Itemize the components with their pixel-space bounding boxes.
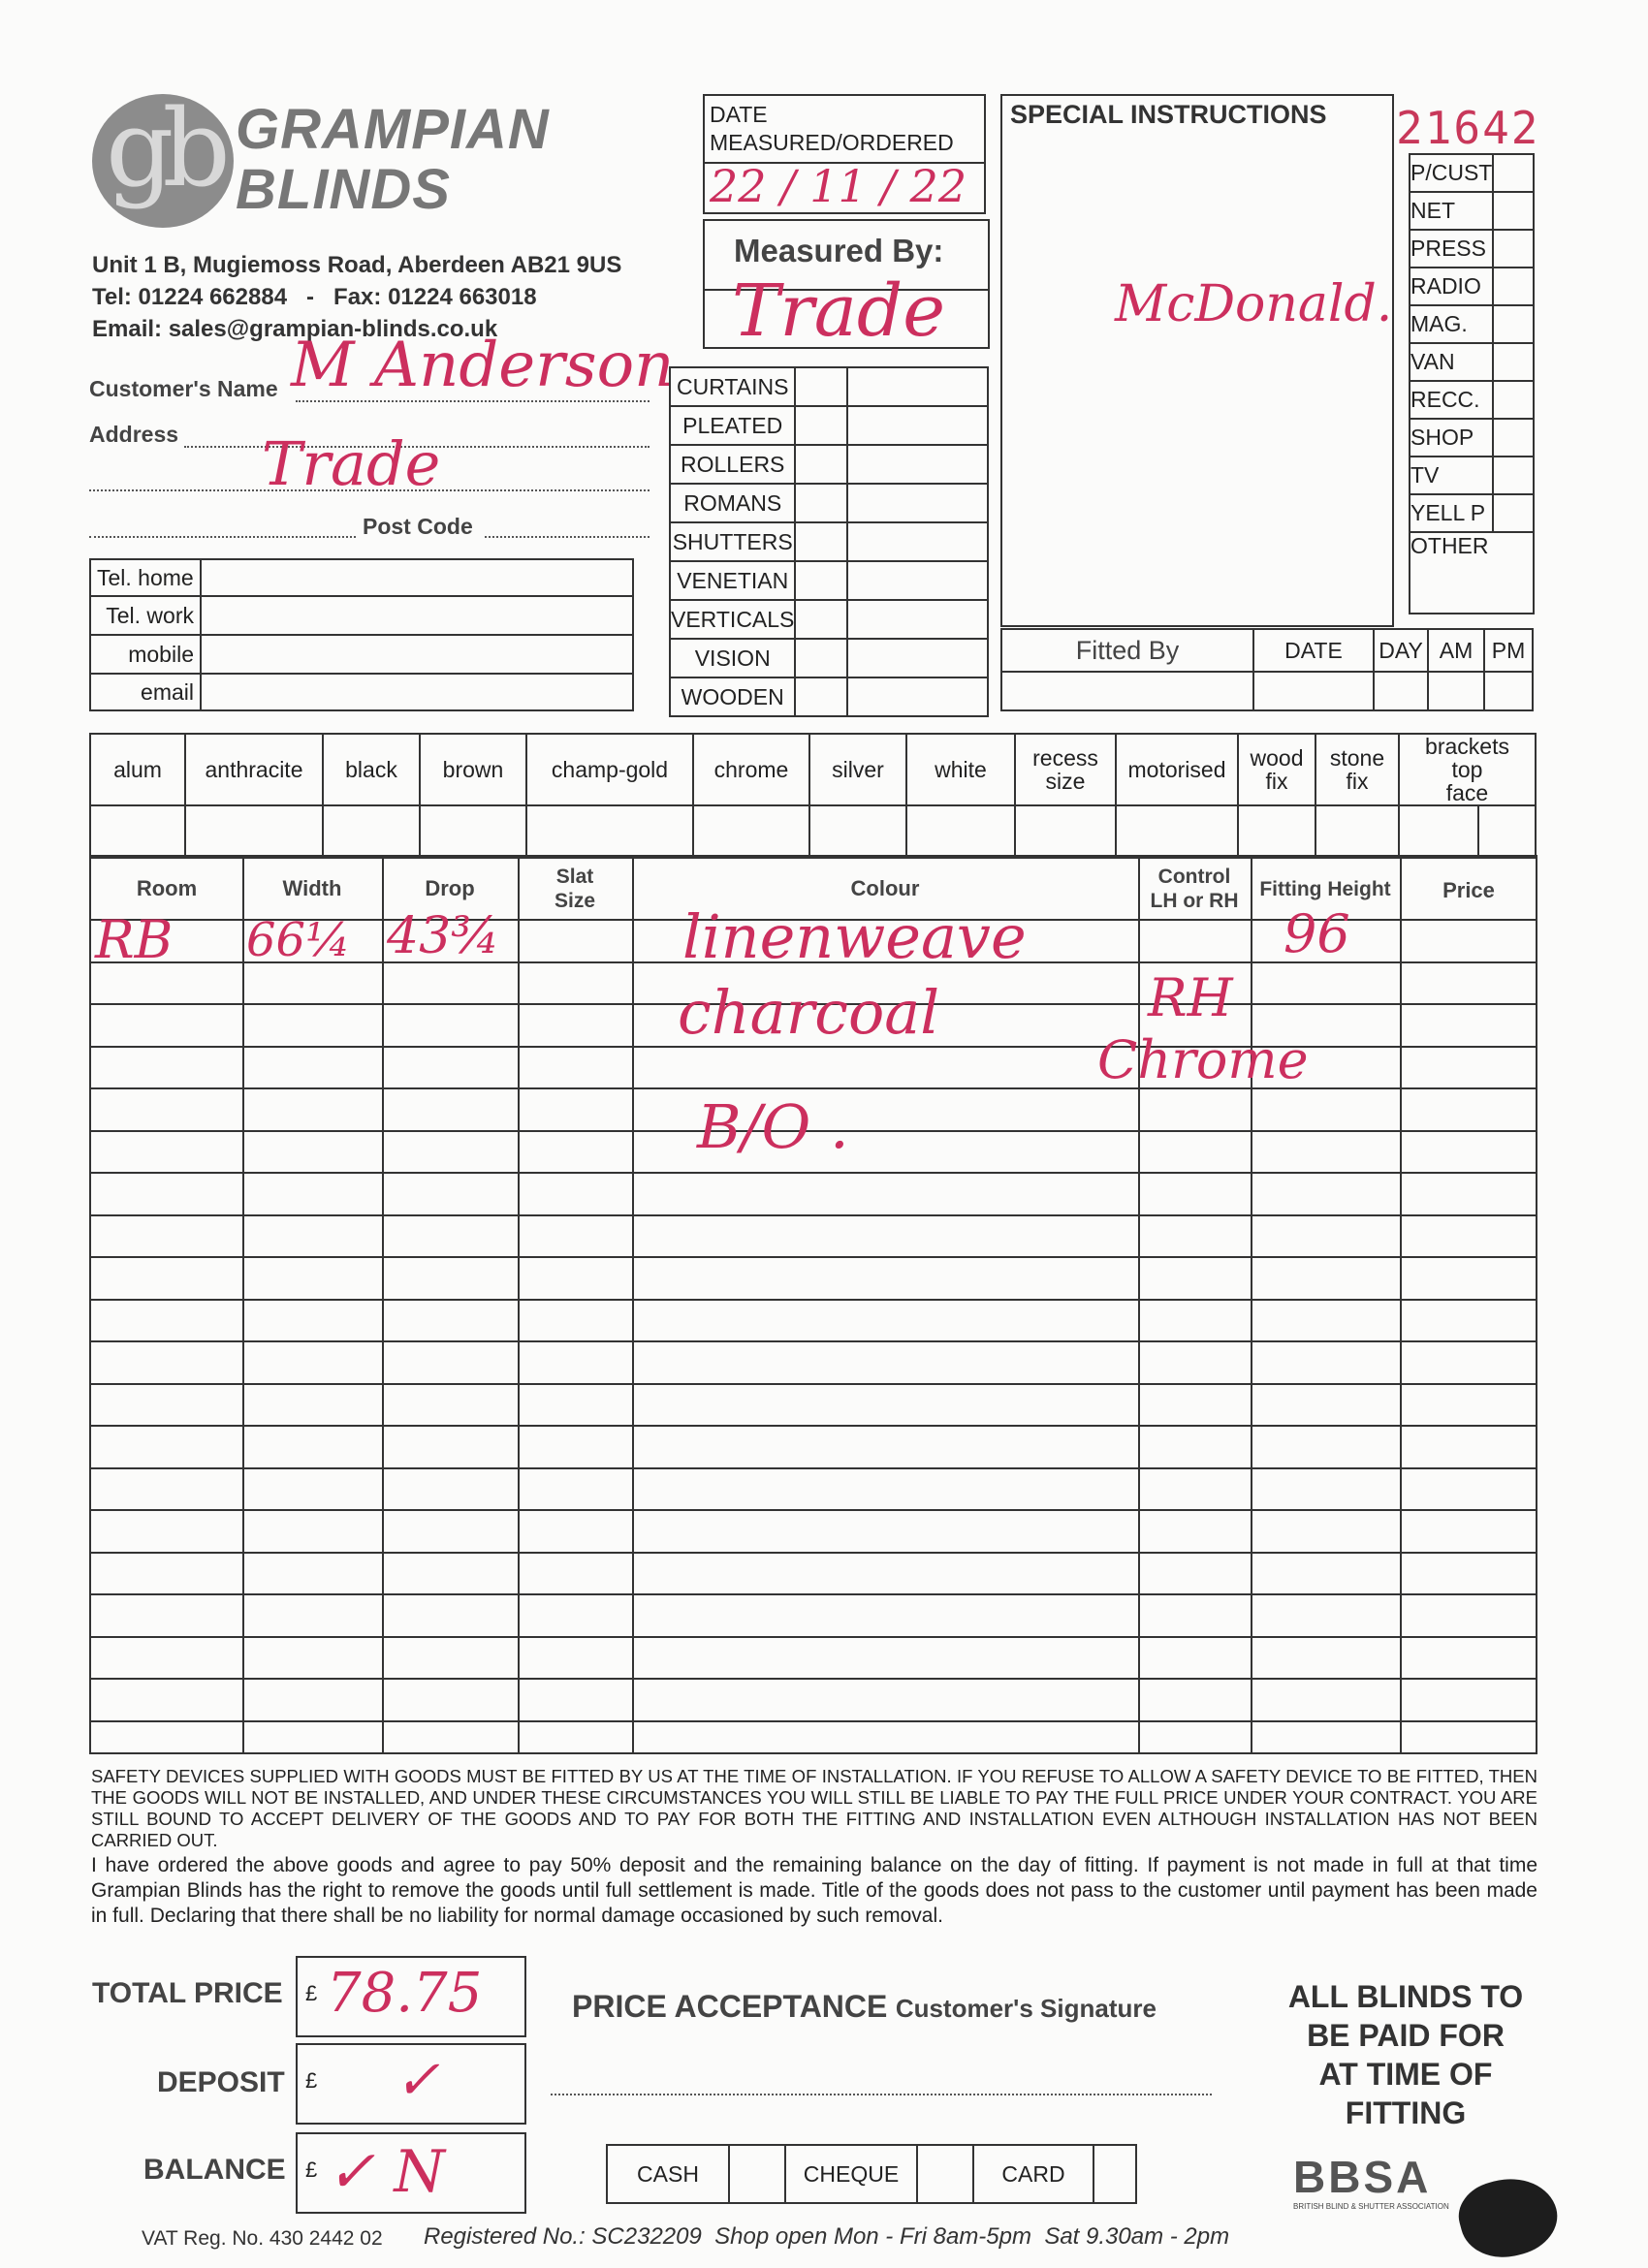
finish-silver-label: silver bbox=[809, 734, 906, 805]
email-field[interactable] bbox=[201, 674, 633, 710]
company-name-line1: GRAMPIAN bbox=[236, 98, 550, 161]
company-name-line2: BLINDS bbox=[236, 158, 451, 221]
date-value: 22 / 11 / 22 bbox=[710, 160, 967, 212]
tel-home-field[interactable] bbox=[201, 559, 633, 596]
balance-box[interactable] bbox=[296, 2132, 526, 2214]
finish-stone-fix-label bbox=[1315, 734, 1399, 805]
order-row-line bbox=[91, 1509, 1536, 1511]
source-label: MAG. bbox=[1410, 305, 1493, 343]
source-label: YELL P bbox=[1410, 494, 1493, 532]
source-check[interactable] bbox=[1493, 494, 1534, 532]
special-instructions-value: McDonald. bbox=[1115, 275, 1393, 333]
date-label-line2: MEASURED/ORDERED bbox=[710, 130, 954, 155]
deposit-label: DEPOSIT bbox=[157, 2066, 285, 2098]
blind-type-check[interactable] bbox=[795, 600, 847, 639]
deposit-currency: £ bbox=[305, 2068, 318, 2093]
source-label: SHOP bbox=[1410, 419, 1493, 457]
blind-type-label: VENETIAN bbox=[670, 561, 795, 600]
header-slat-size bbox=[518, 865, 632, 913]
company-phones: Tel: 01224 662884 - Fax: 01224 663018 bbox=[92, 284, 537, 310]
total-currency: £ bbox=[305, 1981, 318, 2005]
blind-type-label: VISION bbox=[670, 639, 795, 677]
order-row-line bbox=[91, 1593, 1536, 1595]
finish-check[interactable] bbox=[420, 805, 526, 858]
finish-check[interactable] bbox=[90, 805, 185, 858]
payment-cheque-check[interactable] bbox=[917, 2145, 973, 2203]
special-instructions-label: SPECIAL INSTRUCTIONS bbox=[1010, 100, 1327, 129]
finish-brown-label: brown bbox=[420, 734, 526, 805]
source-label: RADIO bbox=[1410, 268, 1493, 305]
source-label: PRESS bbox=[1410, 230, 1493, 268]
fitted-am-label: AM bbox=[1428, 629, 1484, 672]
blind-type-qty[interactable] bbox=[847, 367, 988, 406]
order-row-line bbox=[91, 1720, 1536, 1722]
payment-cash-label: CASH bbox=[607, 2145, 729, 2203]
agreement-terms: I have ordered the above goods and agree to pay 50% deposit and the remaining balance on the day of fitting. If payment is not made in full at that time Grampian Blinds has the right to remove the goods until full settlement is made. Title of the goods does not pass to the customer until payment has been made in full. Declaring that there shall be no liability for normal damage occasioned by such removal. bbox=[91, 1854, 1537, 1927]
measured-by-value: Trade bbox=[732, 269, 946, 353]
source-check[interactable] bbox=[1493, 343, 1534, 381]
fitted-date-field[interactable] bbox=[1253, 672, 1374, 710]
header-control-line2: LH or RH bbox=[1150, 890, 1239, 912]
blind-type-qty[interactable] bbox=[847, 522, 988, 561]
tel-work-field[interactable] bbox=[201, 596, 633, 635]
col-divider bbox=[1400, 859, 1402, 1752]
price-acceptance-label: PRICE ACCEPTANCE bbox=[572, 1989, 888, 2024]
payment-card-label: CARD bbox=[973, 2145, 1093, 2203]
price-acceptance-sub: Customer's Signature bbox=[895, 1994, 1157, 2023]
entry-width: 66¼ bbox=[246, 913, 351, 967]
fitted-by-label: Fitted By bbox=[1001, 629, 1253, 672]
deposit-value: ✓ bbox=[395, 2049, 440, 2112]
notice-line4: FITTING bbox=[1345, 2095, 1467, 2130]
blind-type-label: WOODEN bbox=[670, 677, 795, 716]
source-label-other: OTHER bbox=[1410, 532, 1534, 614]
company-logo bbox=[92, 86, 234, 228]
blind-type-qty[interactable] bbox=[847, 445, 988, 484]
col-divider bbox=[518, 859, 520, 1752]
company-email: Email: sales@grampian-blinds.co.uk bbox=[92, 316, 498, 342]
finish-recess-label bbox=[1015, 734, 1116, 805]
entry-fitting-height: 96 bbox=[1284, 903, 1350, 964]
entry-room: RB bbox=[95, 909, 174, 970]
blind-type-label: SHUTTERS bbox=[670, 522, 795, 561]
postcode-label: Post Code bbox=[363, 514, 473, 539]
finish-wood-line1: wood bbox=[1250, 745, 1304, 771]
blind-type-label: PLEATED bbox=[670, 406, 795, 445]
finish-stone-line1: stone bbox=[1329, 745, 1385, 771]
finish-brackets-title: brackets bbox=[1425, 734, 1509, 759]
source-label: VAN bbox=[1410, 343, 1493, 381]
blind-type-check[interactable] bbox=[795, 561, 847, 600]
blind-type-check[interactable] bbox=[795, 639, 847, 677]
col-divider bbox=[1251, 859, 1252, 1752]
entry-drop: 43¾ bbox=[387, 907, 500, 965]
blind-type-check[interactable] bbox=[795, 445, 847, 484]
order-row-line bbox=[91, 1172, 1536, 1174]
finish-wood-line2: fix bbox=[1265, 769, 1288, 794]
source-check[interactable] bbox=[1493, 381, 1534, 419]
finish-check[interactable] bbox=[1238, 805, 1315, 858]
notice-line3: AT TIME OF bbox=[1318, 2057, 1493, 2092]
finish-white-label: white bbox=[906, 734, 1015, 805]
mobile-label: mobile bbox=[90, 635, 201, 674]
finish-check[interactable] bbox=[1015, 805, 1116, 858]
order-row-line bbox=[91, 1256, 1536, 1258]
order-row-line bbox=[91, 1087, 1536, 1089]
payment-notice bbox=[1260, 1977, 1551, 2132]
source-check[interactable] bbox=[1493, 457, 1534, 494]
header-drop: Drop bbox=[425, 876, 475, 900]
finish-motorised-label: motorised bbox=[1116, 734, 1238, 805]
source-label: RECC. bbox=[1410, 381, 1493, 419]
source-label: P/CUST bbox=[1410, 154, 1493, 192]
safety-terms: SAFETY DEVICES SUPPLIED WITH GOODS MUST BE FITTED BY US AT THE TIME OF INSTALLATION. IF YOU REFUSE TO ALLOW A SAFETY DEVICE TO BE FITTED, THEN THE GOODS WILL NOT BE INSTALLED, AND UNDER THESE CIRCUMSTANCES YOU WILL STILL BE LIABLE TO PAY THE FULL PRICE UNDER YOUR CONTRACT. YOU ARE STILL BOUND TO ACCEPT DELIVERY OF THE GOODS AND TO PAY FOR BOTH THE FITTING AND INSTALLATION EVEN ALTHOUGH INSTALLATION HAS NOT BEEN CARRIED OUT. bbox=[91, 1766, 1537, 1850]
entry-colour-line3: B/O . bbox=[697, 1091, 849, 1162]
blind-type-label: VERTICALS bbox=[670, 600, 795, 639]
blind-type-qty[interactable] bbox=[847, 484, 988, 522]
postcode-line-right bbox=[485, 536, 650, 538]
source-label: TV bbox=[1410, 457, 1493, 494]
finish-anthracite-label: anthracite bbox=[185, 734, 323, 805]
payment-card-check[interactable] bbox=[1093, 2145, 1136, 2203]
fitted-date-label: DATE bbox=[1253, 629, 1374, 672]
col-divider bbox=[382, 859, 384, 1752]
tel-work-label: Tel. work bbox=[90, 596, 201, 635]
logo-letters: gb bbox=[106, 86, 219, 210]
finish-check[interactable] bbox=[185, 805, 323, 858]
blind-types-table bbox=[669, 366, 989, 717]
balance-label: BALANCE bbox=[143, 2154, 286, 2186]
deposit-box[interactable] bbox=[296, 2043, 526, 2125]
order-row-line bbox=[91, 1299, 1536, 1301]
finish-brackets-top: top bbox=[1451, 757, 1483, 782]
entry-control-line1: RH bbox=[1148, 967, 1233, 1028]
source-check[interactable] bbox=[1493, 268, 1534, 305]
customer-name-label: Customer's Name bbox=[89, 376, 278, 401]
source-label: NET bbox=[1410, 192, 1493, 230]
fitted-by-field[interactable] bbox=[1001, 672, 1253, 710]
finish-black-label: black bbox=[323, 734, 420, 805]
header-fitting-height: Fitting Height bbox=[1259, 878, 1391, 900]
fitted-by-table bbox=[1000, 628, 1534, 711]
source-check[interactable] bbox=[1493, 230, 1534, 268]
entry-colour-line2: charcoal bbox=[678, 977, 940, 1048]
blind-type-label: CURTAINS bbox=[670, 367, 795, 406]
col-divider bbox=[242, 859, 244, 1752]
notice-line2: BE PAID FOR bbox=[1307, 2018, 1505, 2053]
order-row-line bbox=[91, 1425, 1536, 1427]
bbsa-tagline: BRITISH BLIND & SHUTTER ASSOCIATION bbox=[1293, 2202, 1449, 2211]
address-label: Address bbox=[89, 422, 179, 447]
finish-check[interactable] bbox=[323, 805, 420, 858]
customer-name-value: M Anderson bbox=[291, 330, 675, 401]
finish-alum-label: alum bbox=[90, 734, 185, 805]
order-row-line bbox=[91, 1214, 1536, 1216]
payment-cheque-label: CHEQUE bbox=[785, 2145, 917, 2203]
mobile-field[interactable] bbox=[201, 635, 633, 674]
source-check[interactable] bbox=[1493, 305, 1534, 343]
finish-recess-line2: size bbox=[1045, 769, 1086, 794]
order-row-line bbox=[91, 1552, 1536, 1554]
header-colour: Colour bbox=[850, 876, 920, 900]
postcode-line-left bbox=[89, 536, 356, 538]
finish-stone-line2: fix bbox=[1346, 769, 1369, 794]
blind-type-qty[interactable] bbox=[847, 406, 988, 445]
blind-type-check[interactable] bbox=[795, 367, 847, 406]
fitted-day-label: DAY bbox=[1374, 629, 1428, 672]
finish-brackets-label bbox=[1399, 734, 1536, 805]
payment-methods-table bbox=[606, 2144, 1137, 2204]
email-label: email bbox=[90, 674, 201, 710]
order-table bbox=[89, 859, 1537, 1754]
blind-type-qty[interactable] bbox=[847, 639, 988, 677]
date-box bbox=[703, 94, 986, 214]
header-room: Room bbox=[136, 876, 198, 900]
fitted-pm-field[interactable] bbox=[1484, 672, 1533, 710]
contact-table bbox=[89, 558, 634, 711]
blind-type-check[interactable] bbox=[795, 522, 847, 561]
order-number: 21642 bbox=[1396, 102, 1540, 154]
measured-by-label: Measured By: bbox=[734, 233, 944, 268]
finish-check[interactable] bbox=[1315, 805, 1399, 858]
header-width: Width bbox=[282, 876, 342, 900]
finish-check[interactable] bbox=[693, 805, 809, 858]
finish-check[interactable] bbox=[1399, 805, 1478, 858]
source-check[interactable] bbox=[1493, 419, 1534, 457]
registered-info: Registered No.: SC232209 Shop open Mon - Fri 8am-5pm Sat 9.30am - 2pm bbox=[424, 2223, 1230, 2250]
blind-type-qty[interactable] bbox=[847, 600, 988, 639]
fitted-am-field[interactable] bbox=[1428, 672, 1484, 710]
blind-type-label: ROMANS bbox=[670, 484, 795, 522]
order-row-line bbox=[91, 1678, 1536, 1680]
total-price-label: TOTAL PRICE bbox=[92, 1977, 283, 2009]
balance-value: ✓ N bbox=[327, 2138, 445, 2206]
finish-check[interactable] bbox=[906, 805, 1015, 858]
finish-wood-fix-label bbox=[1238, 734, 1315, 805]
order-row-line bbox=[91, 1340, 1536, 1342]
company-address: Unit 1 B, Mugiemoss Road, Aberdeen AB21 9US bbox=[92, 252, 622, 278]
total-price-value: 78.75 bbox=[327, 1962, 483, 2025]
source-check[interactable] bbox=[1493, 192, 1534, 230]
header-slat-line2: Size bbox=[554, 890, 596, 912]
order-row-line bbox=[91, 1636, 1536, 1638]
fitted-pm-label: PM bbox=[1484, 629, 1533, 672]
entry-control-line2: Chrome bbox=[1097, 1029, 1309, 1090]
blind-type-qty[interactable] bbox=[847, 561, 988, 600]
vat-number: VAT Reg. No. 430 2442 02 bbox=[142, 2227, 383, 2250]
tel-home-label: Tel. home bbox=[90, 559, 201, 596]
finish-check[interactable] bbox=[809, 805, 906, 858]
order-row-line bbox=[91, 1383, 1536, 1385]
signature-line[interactable] bbox=[551, 2094, 1212, 2095]
finish-check[interactable] bbox=[1478, 805, 1536, 858]
blind-type-check[interactable] bbox=[795, 484, 847, 522]
header-control-line1: Control bbox=[1157, 866, 1231, 888]
finish-chrome-label: chrome bbox=[693, 734, 809, 805]
address-value: Trade bbox=[262, 428, 441, 499]
order-row-line bbox=[91, 1467, 1536, 1469]
finish-check[interactable] bbox=[526, 805, 693, 858]
header-control bbox=[1138, 865, 1251, 913]
header-slat-line1: Slat bbox=[555, 866, 594, 888]
blind-type-check[interactable] bbox=[795, 406, 847, 445]
fitted-day-field[interactable] bbox=[1374, 672, 1428, 710]
col-divider bbox=[632, 859, 634, 1752]
special-instructions-box bbox=[1000, 94, 1394, 627]
header-price: Price bbox=[1442, 878, 1495, 902]
date-label-line1: DATE bbox=[710, 102, 768, 127]
col-divider bbox=[1138, 859, 1140, 1752]
bbsa-logo-text: BBSA bbox=[1293, 2152, 1432, 2202]
blind-type-qty[interactable] bbox=[847, 677, 988, 716]
balance-currency: £ bbox=[305, 2158, 318, 2182]
finish-brackets-face: face bbox=[1445, 780, 1489, 805]
blind-type-label: ROLLERS bbox=[670, 445, 795, 484]
price-acceptance bbox=[572, 1989, 1157, 2025]
finish-options-table bbox=[89, 733, 1537, 859]
entry-colour-line1: linenweave bbox=[682, 901, 1027, 972]
sources-table bbox=[1409, 153, 1535, 614]
source-check[interactable] bbox=[1493, 154, 1534, 192]
payment-cash-check[interactable] bbox=[729, 2145, 785, 2203]
blind-type-check[interactable] bbox=[795, 677, 847, 716]
total-price-box[interactable] bbox=[296, 1956, 526, 2037]
finish-check[interactable] bbox=[1116, 805, 1238, 858]
finish-recess-line1: recess bbox=[1032, 745, 1098, 771]
notice-line1: ALL BLINDS TO bbox=[1287, 1979, 1524, 2014]
finish-champ-gold-label: champ-gold bbox=[526, 734, 693, 805]
